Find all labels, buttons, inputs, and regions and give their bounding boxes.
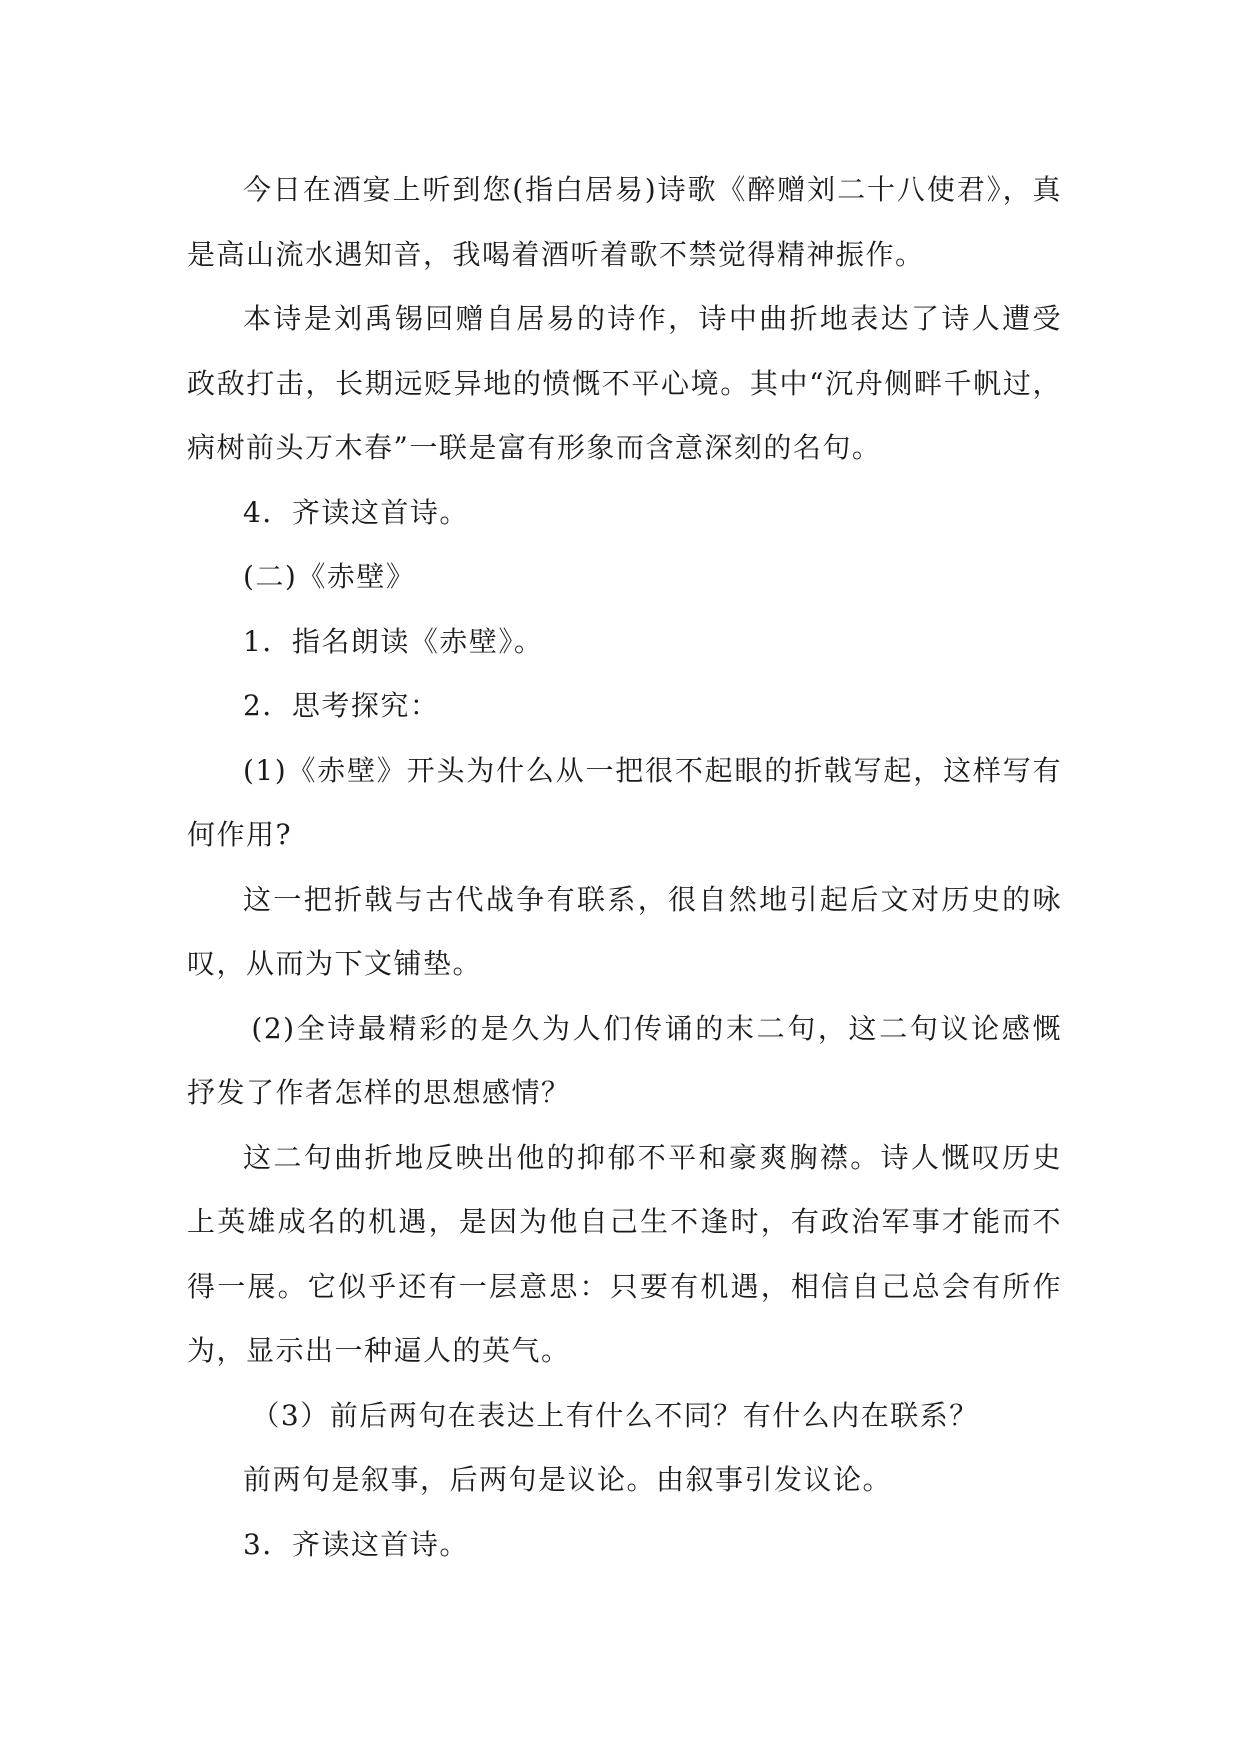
paragraph-step-3: 3．齐读这首诗。 <box>243 1527 469 1561</box>
paragraph-step-1: 1．指名朗读《赤壁》。 <box>243 624 544 658</box>
question-1: (1)《赤壁》开头为什么从一把很不起眼的折戟写起，这样写有何作用? <box>187 753 1062 851</box>
paragraph-poem-analysis: 本诗是刘禹锡回赠自居易的诗作，诗中曲折地表达了诗人遭受政敌打击，长期远贬异地的愤慨不平心境。其中“沉舟侧畔千帆过，病树前头万木春”一联是富有形象而含意深刻的名句。 <box>187 302 1062 464</box>
answer-1: 这一把折戟与古代战争有联系，很自然地引起后文对历史的咏叹，从而为下文铺垫。 <box>187 882 1062 980</box>
document-body <box>187 158 1062 1577</box>
section-heading-chibi: (二)《赤壁》 <box>243 560 416 593</box>
paragraph-step-4: 4．齐读这首诗。 <box>243 495 469 529</box>
question-2: (2)全诗最精彩的是久为人们传诵的末二句，这二句议论感慨抒发了作者怎样的思想感情？ <box>187 1011 1062 1109</box>
answer-2: 这二句曲折地反映出他的抑郁不平和豪爽胸襟。诗人慨叹历史上英雄成名的机遇，是因为他自己生不逢时，有政治军事才能而不得一展。它似乎还有一层意思：只要有机遇，相信自己总会有所作为，显示出一种逼人的英气。 <box>187 1140 1062 1367</box>
answer-3: 前两句是叙事，后两句是议论。由叙事引发议论。 <box>243 1463 893 1496</box>
question-3: （3）前后两句在表达上有什么不同？有什么内在联系？ <box>251 1398 979 1432</box>
paragraph-translation: 今日在酒宴上听到您(指白居易)诗歌《醉赠刘二十八使君》，真是高山流水遇知音，我喝着酒听着歌不禁觉得精神振作。 <box>187 173 1062 271</box>
paragraph-step-2: 2．思考探究： <box>243 689 440 722</box>
